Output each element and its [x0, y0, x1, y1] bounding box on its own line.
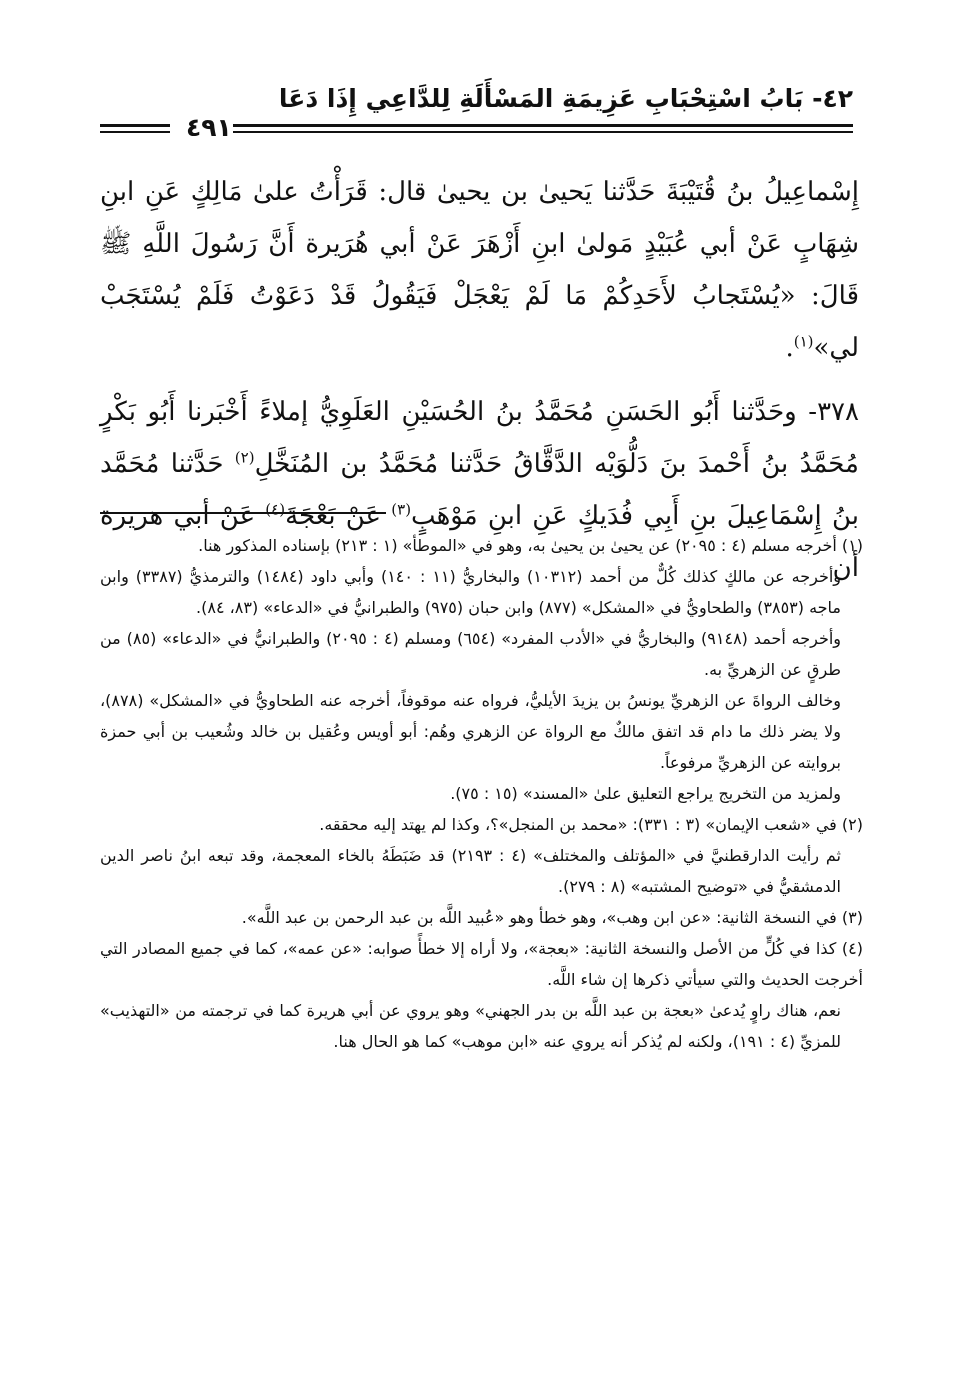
header-rule-long — [233, 124, 853, 133]
text-line: ابنِ شِهَابٍ عَنْ أبي عُبَيْدٍ مَولىٰ ابنِ أَزْهَرَ عَنْ أبي هُرَيرة أَنَّ رَسُولَ اللَّهِ ﷺ — [100, 177, 859, 259]
footnote-ref[interactable]: (١) — [793, 332, 814, 351]
text-line: إِسْمَاعِيلَ بنِ أَبِي فُدَيكٍ عَنِ ابنِ مَوْهَبٍ — [411, 501, 822, 531]
text-line: ٣٧٨- وحَدَّثنا أَبُو الحَسَنِ مُحَمَّدُ بنُ الحُسَيْنِ العَلَوِيُّ إملاءً أَخْبَرنا أَبُو بَكْرٍ — [100, 397, 859, 427]
footnote-1-cont: ولمزيد من التخريج يراجع التعليق علىٰ «المسند» (١٥ : ٧٥). — [450, 784, 841, 803]
text-punct: . — [785, 333, 794, 363]
footnote-1-cont: وخالف الرواةَ عن الزهريِّ يونسُ بن يزيدَ الأيليُّ، فرواه عنه موقوفاً، أخرجه عنه الطحاويُّ في «المشكل» (٨٧٨)، ولا يضر ذلك ما دام قد اتفق مالكٌ مع الرواة عن الزهري وهُم: أبو أويس وعُقيل بن خالد وشُعيب بن أبي حمزة بروايته عن الزهريِّ مرفوعاً. — [100, 691, 841, 772]
page-header — [100, 82, 853, 152]
footnotes — [100, 530, 863, 1057]
header-rule-short — [100, 124, 170, 133]
text-line: حَدَّثنا مُحَمَّد بنُ — [100, 449, 859, 531]
chapter-title: ٤٢- بَابُ اسْتِحْبَابِ عَزِيمَةِ المَسْأَلَةِ لِلدَّاعِي إِذَا دَعَا — [278, 84, 853, 113]
footnote-3: (٣) في النسخة الثانية: «عن ابن وهب»، وهو خطأ وهو «عُبيد اللَّه بن عبد الرحمن بن عبد اللَّه». — [241, 908, 863, 927]
footnote-2-cont: ثم رأيت الدارقطنيَّ في «المؤتلف والمختلف» (٤ : ٢١٩٣) قد ضَبَطَهُ بالخاء المعجمة، وقد تبعه ابنُ ناصر الدين الدمشقيُّ في «توضيح المشتبه» (٨ : ٢٧٩). — [100, 846, 842, 896]
footnote-1-cont: وأخرجه أحمد (٩١٤٨) والبخاريُّ في «الأدب المفرد» (٦٥٤) ومسلم (٤ : ٢٠٩٥) والطبرانيُّ في «الدعاء» (٨٥) من طرقٍ عن الزهريِّ به. — [100, 629, 842, 679]
footnote-1-cont: وأخرجه عن مالكٍ كذلك كُلٌّ من أحمد (١٠٣١٢) والبخاريُّ (١١ : ١٤٠) وأبي داود (١٤٨٤) والترمذيُّ (٣٣٨٧) وابن ماجه (٣٨٥٣) والطحاويُّ في «المشكل» (٨٧٧) وابن حبان (٩٧٥) والطبرانيُّ في «الدعاء» (٨٣، ٨٤). — [100, 567, 842, 617]
text-line: مُحَمَّدُ بنُ أَحْمدَ بنَ دَلُّوَيْه الدَّقَّاقُ حَدَّثنا مُحَمَّدُ بن المُنَخَّلِ — [254, 449, 859, 479]
page-number: ٤٩١ — [186, 113, 232, 142]
footnote-4: (٤) كذا في كُلٍّ من الأصل والنسخة الثانية: «بعجة»، ولا أراه إلا خطأً صوابه: «عن عمه»، كما في جميع المصادر التي أخرجت الحديث والتي سيأتي ذكرها إن شاء اللَّه. — [100, 939, 863, 989]
footnote-ref[interactable]: (٣) — [391, 500, 412, 519]
footnote-ref[interactable]: (٢) — [234, 448, 255, 467]
text-line: عَنْ بَعْجَةَ — [285, 501, 392, 531]
footnote-ref[interactable]: (٤) — [265, 500, 286, 519]
footnote-1: (١) أخرجه مسلم (٤ : ٢٠٩٥) عن يحيىٰ بن يحيىٰ به، وهو في «الموطأ» (١ : ٢١٣) بإسناده المذكور هنا. — [198, 536, 863, 555]
text-line: عَنْ أبي هريرة أن — [100, 501, 859, 583]
footnote-4-cont: نعم، هناك راوٍ يُدعىٰ «بعجة بن عبد اللَّه بن بدر الجهني» وهو يروي عن أبي هريرة كما في ترجمته من «التهذيب» للمزيِّ (٤ : ١٩١)، ولكنه لم يُذكر أنه يروي عنه «ابن موهب» كما هو الحال هنا. — [100, 1001, 841, 1051]
footnote-separator — [100, 512, 386, 514]
hadith-paragraph — [100, 166, 859, 374]
text-line: قَالَ: «يُسْتَجابُ لأَحَدِكُمْ مَا لَمْ يَعْجَلْ فَيَقُولُ قَدْ دَعَوْتُ فَلَمْ يُسْتَجَبْ لي» — [100, 281, 859, 363]
footnote-2: (٢) في «شعب الإيمان» (٣ : ٣٣١): «محمد بن المنجل»؟، وكذا لم يهتد إليه محققه. — [319, 815, 863, 834]
text-line: إِسْماعِيلُ بنُ قُتَيْبَةَ حَدَّثنا يَحيىٰ بن يحيىٰ قال: قَرَأْتُ علىٰ مَالِكٍ عَنِ — [144, 177, 860, 207]
